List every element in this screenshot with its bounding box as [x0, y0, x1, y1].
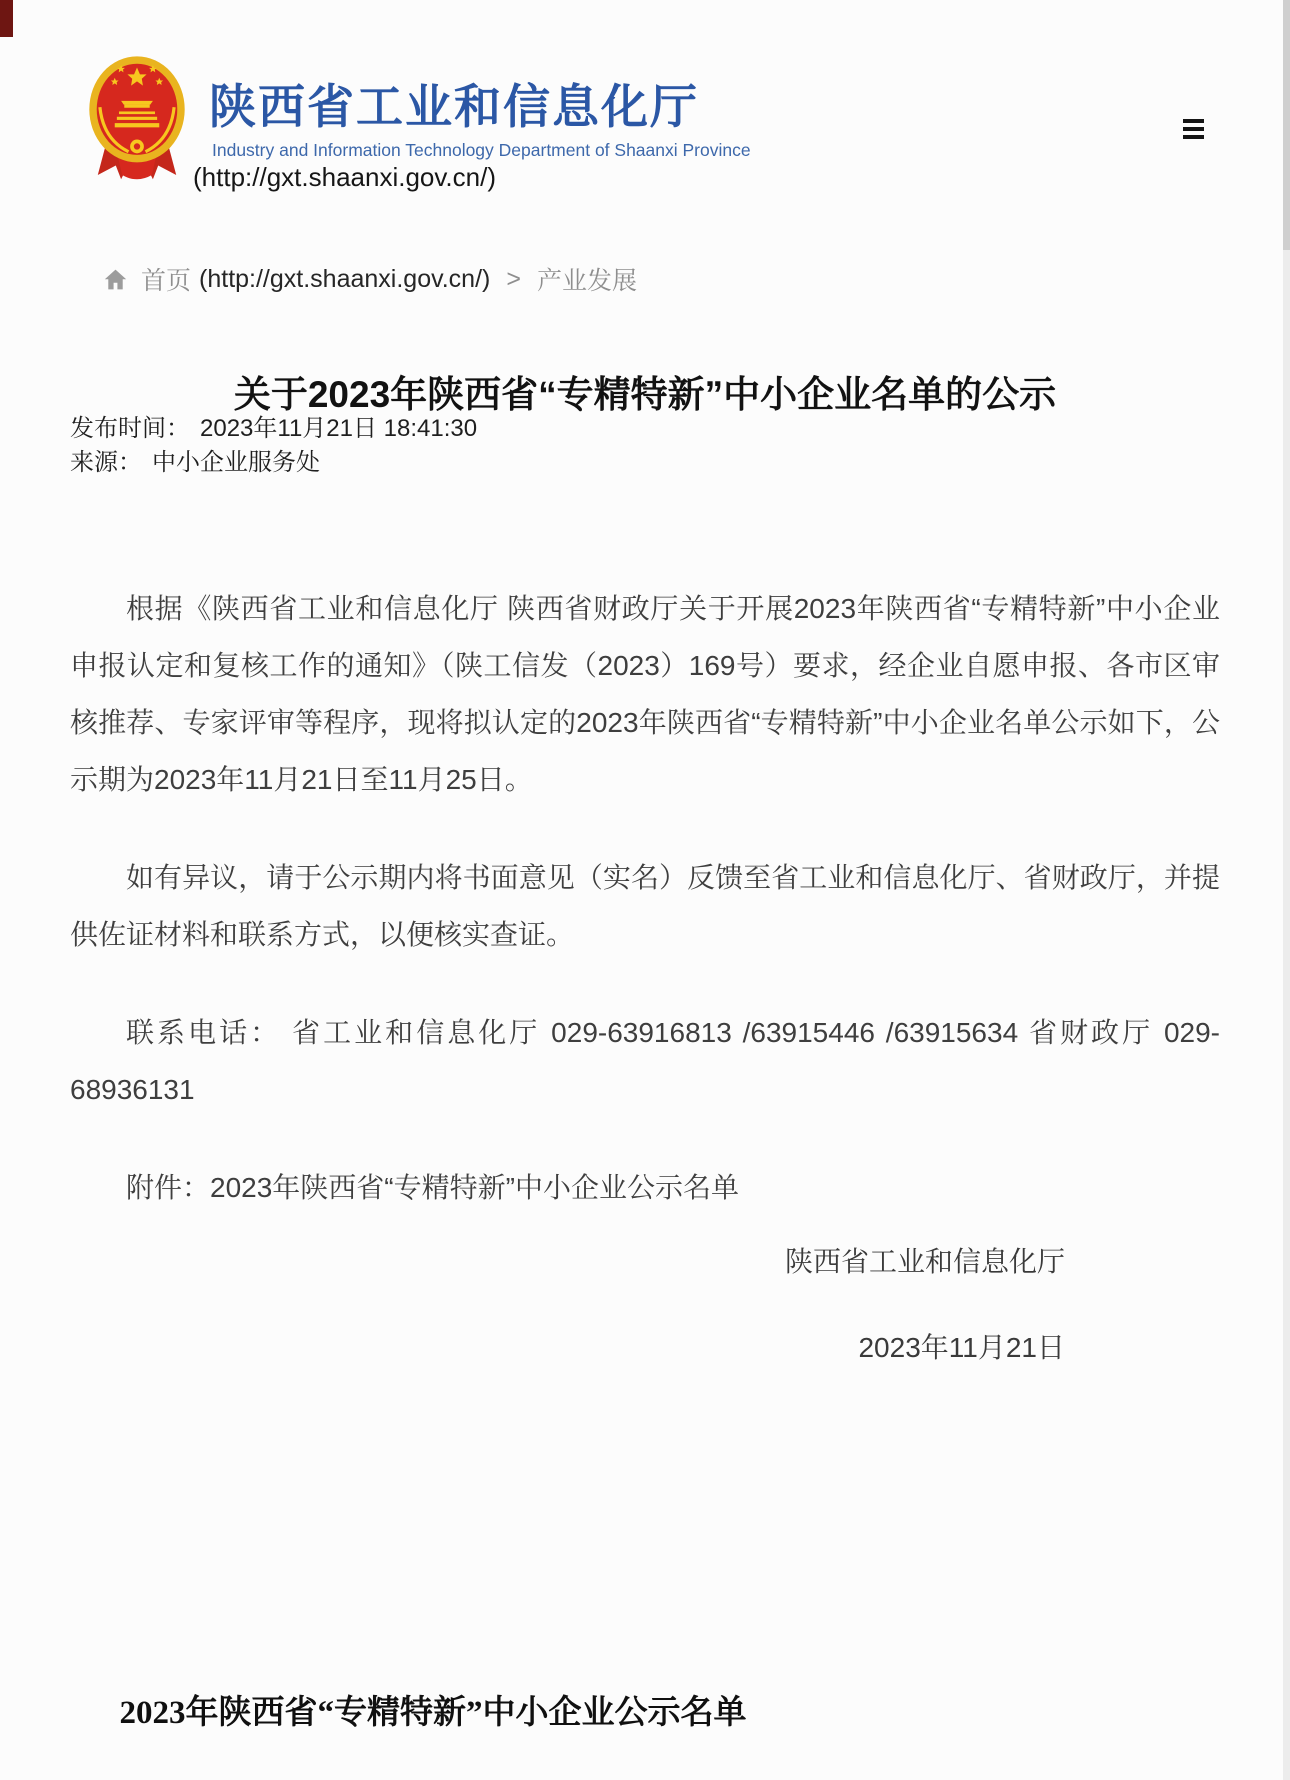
- source-label: 来源：: [70, 449, 142, 476]
- attachment-list-title: 2023年陕西省“专精特新”中小企业公示名单: [119, 1695, 747, 1731]
- menu-icon[interactable]: [1183, 119, 1204, 139]
- source-value: 中小企业服务处: [152, 449, 320, 476]
- home-icon[interactable]: [102, 266, 129, 293]
- national-emblem-icon: [84, 54, 190, 188]
- signature-organization: 陕西省工业和信息化厅: [784, 1246, 1065, 1277]
- breadcrumb-separator: >: [506, 264, 521, 293]
- paragraph-objection: 如有异议，请于公示期内将书面意见（实名）反馈至省工业和信息化厅、省财政厅，并提供佐证材料和联系方式，以便核实查证。: [70, 862, 1220, 950]
- site-url-link[interactable]: (http://gxt.shaanxi.gov.cn/): [193, 162, 496, 192]
- breadcrumb-home-url[interactable]: (http://gxt.shaanxi.gov.cn/): [199, 264, 491, 293]
- site-title[interactable]: 陕西省工业和信息化厅: [209, 80, 699, 133]
- signature-date: 2023年11月21日: [858, 1332, 1065, 1363]
- breadcrumb: [102, 261, 637, 297]
- source-line: [70, 446, 477, 480]
- site-subtitle: Industry and Information Technology Department of Shaanxi Province: [212, 140, 751, 160]
- paragraph-attachment: 附件：2023年陕西省“专精特新”中小企业公示名单: [126, 1172, 739, 1203]
- paragraph-basis: 根据《陕西省工业和信息化厅 陕西省财政厅关于开展2023年陕西省“专精特新”中小企业申报认定和复核工作的通知》（陕工信发（2023）169号）要求，经企业自愿申报、各市区审核推荐、专家评审等程序，现将拟认定的2023年陕西省“专精特新”中小企业名单公示如下，公示期为2023年11月21日至11月25日。: [70, 593, 1220, 795]
- breadcrumb-home-link[interactable]: 首页: [141, 267, 192, 295]
- publish-time-line: [70, 412, 477, 446]
- scrollbar-thumb[interactable]: [1283, 0, 1290, 250]
- scrollbar[interactable]: [1283, 0, 1290, 1780]
- article-meta: [70, 412, 477, 480]
- corner-mark: [0, 0, 13, 37]
- publish-time-label: 发布时间：: [70, 415, 190, 442]
- publish-time-value: 2023年11月21日 18:41:30: [200, 415, 478, 442]
- article-body: [70, 580, 1220, 1257]
- national-emblem-logo[interactable]: [84, 54, 190, 188]
- paragraph-contact: 联系电话： 省工业和信息化厅 029-63916813 /63915446 /63915634 省财政厅 029-68936131: [70, 1017, 1220, 1105]
- breadcrumb-current[interactable]: 产业发展: [536, 267, 637, 295]
- article-title: 关于2023年陕西省“专精特新”中小企业名单的公示: [233, 374, 1057, 415]
